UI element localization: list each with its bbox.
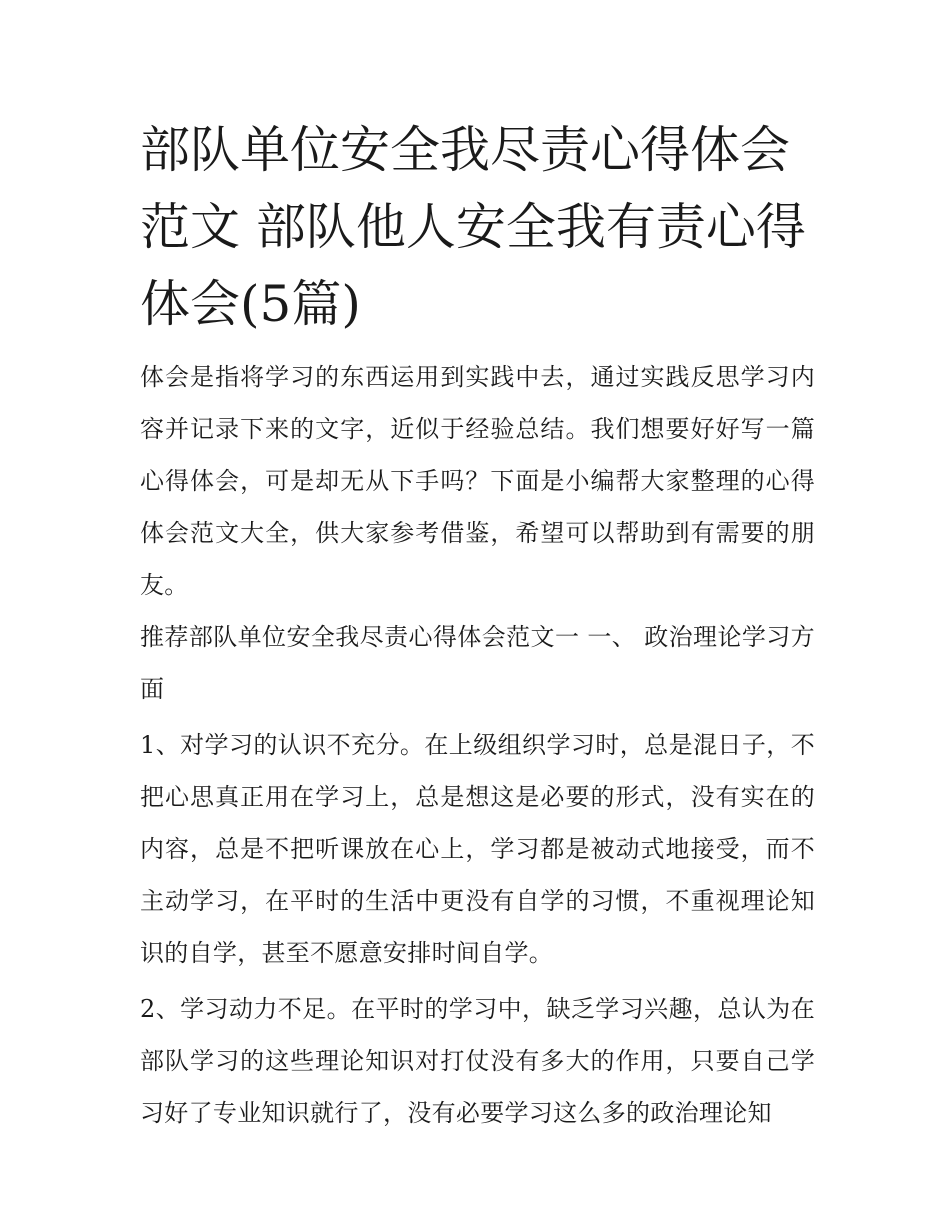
intro-paragraph: 体会是指将学习的东西运用到实践中去，通过实践反思学习内容并记录下来的文字，近似于经验总结。我们想要好好写一篇心得体会，可是却无从下手吗？下面是小编帮大家整理的心得体会范文大全，供大家参考借鉴，希望可以帮助到有需要的朋友。 [140,363,815,599]
section-heading: 推荐部队单位安全我尽责心得体会范文一 一、 政治理论学习方面 [140,623,815,703]
document-body [140,112,815,1139]
list-item: 1、对学习的认识不充分。在上级组织学习时，总是混日子，不把心思真正用在学习上，总是想这是必要的形式，没有实在的内容，总是不把听课放在心上，学习都是被动式地接受，而不主动学习，在平时的生活中更没有自学的习惯，不重视理论知识的自学，甚至不愿意安排时间自学。 [140,731,815,967]
document-title: 部队单位安全我尽责心得体会范文 部队他人安全我有责心得体会(5篇) [140,121,806,333]
list-item: 2、学习动力不足。在平时的学习中，缺乏学习兴趣，总认为在部队学习的这些理论知识对打仗没有多大的作用，只要自己学习好了专业知识就行了，没有必要学习这么多的政治理论知 [140,995,815,1127]
